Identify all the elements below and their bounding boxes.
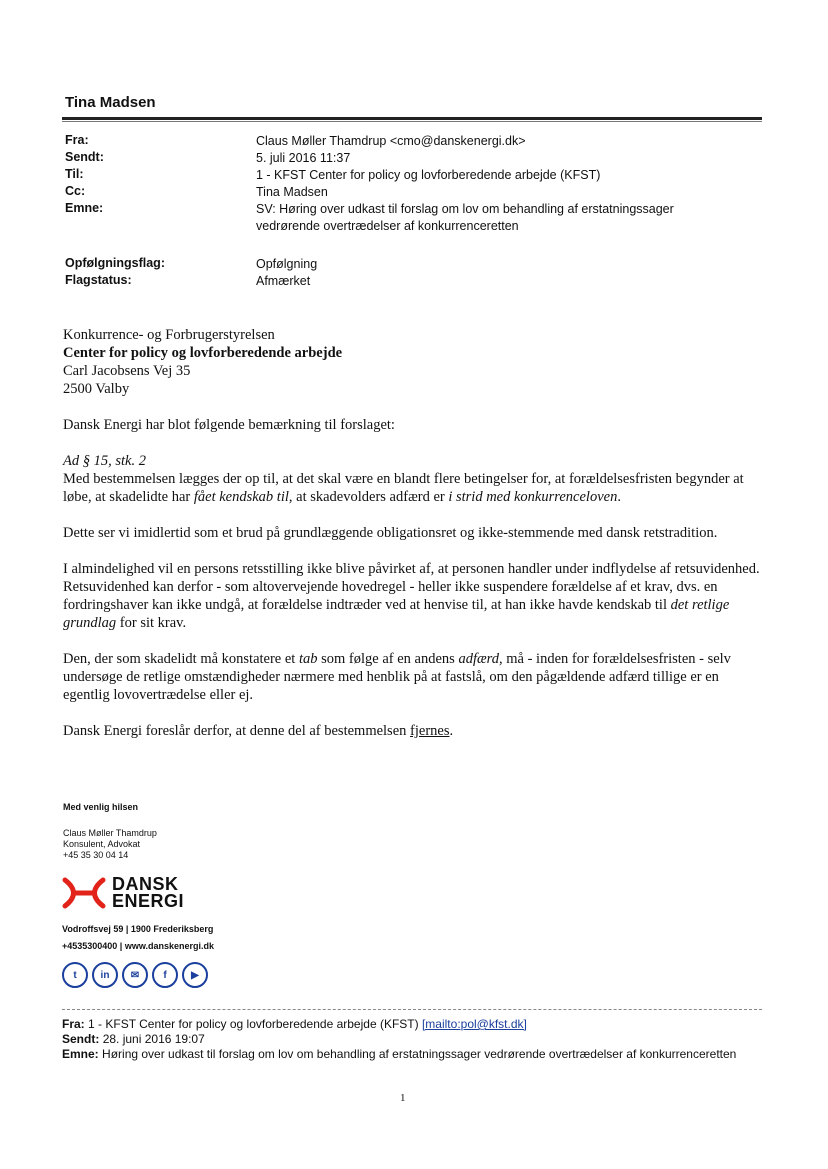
- fwd-from-value: 1 - KFST Center for policy og lovforberedende arbejde (KFST): [88, 1017, 419, 1031]
- company-contact[interactable]: +4535300400 | www.danskenergi.dk: [62, 941, 215, 951]
- paragraph-5: Dansk Energi foreslår derfor, at denne del af bestemmelsen fjernes.: [63, 723, 454, 739]
- to-label: Til:: [65, 167, 84, 181]
- header-rule-thin: [62, 121, 762, 122]
- fwd-mailto-link[interactable]: [mailto:pol@kfst.dk]: [421, 1017, 527, 1031]
- paragraph-2: Dette ser vi imidlertid som et brud på grundlæggende obligationsret og ikke-stemmende med dansk retstradition.: [63, 525, 718, 541]
- page-number: 1: [400, 1092, 406, 1104]
- recipient-line-2: Center for policy og lovforberedende arbejde: [63, 345, 343, 361]
- logo-mark-icon: [62, 876, 106, 910]
- flagstatus-value: Afmærket: [256, 274, 311, 288]
- section-heading: Ad § 15, stk. 2: [63, 453, 146, 469]
- email-icon[interactable]: ✉: [122, 962, 148, 988]
- letter-body: [63, 326, 763, 740]
- fwd-subject-label: Emne:: [62, 1047, 99, 1061]
- fwd-subject-value: Høring over udkast til forslag om lov om behandling af erstatningssager vedrørende overtrædelser af konkurrenceretten: [102, 1047, 737, 1061]
- linkedin-icon[interactable]: in: [92, 962, 118, 988]
- to-value: 1 - KFST Center for policy og lovforberedende arbejde (KFST): [256, 168, 601, 182]
- paragraph-4: Den, der som skadelidt må konstatere et tab som følge af en andens adfærd, må - inden for forældelsesfristen - selv undersøge de retlige omstændigheder nærmere med henblik på at fastslå, om den pågældende adfærd tillige er en egentlig lovovertrædelse eller ej.: [63, 651, 731, 703]
- fwd-subject-row: [62, 1047, 762, 1062]
- flagstatus-label: Flagstatus:: [65, 273, 132, 287]
- flag-label: Opfølgningsflag:: [65, 256, 165, 270]
- company-address-block: [62, 921, 214, 955]
- recipient-line-4: 2500 Valby: [63, 381, 130, 397]
- company-address: Vodroffsvej 59 | 1900 Frederiksberg: [62, 924, 214, 934]
- greeting: Med venlig hilsen: [63, 802, 139, 812]
- mailbox-owner: Tina Madsen: [65, 94, 156, 111]
- forwarded-header: [62, 1017, 762, 1062]
- recipient-line-1: Konkurrence- og Forbrugerstyrelsen: [63, 327, 275, 343]
- recipient-line-3: Carl Jacobsens Vej 35: [63, 363, 191, 379]
- fwd-sent-label: Sendt:: [62, 1032, 100, 1046]
- signer-name: Claus Møller Thamdrup: [63, 828, 157, 838]
- youtube-icon[interactable]: ▶: [182, 962, 208, 988]
- sent-label: Sendt:: [65, 150, 104, 164]
- paragraph-1: Med bestemmelsen lægges der op til, at det skal være en blandt flere betingelser for, at forældelsesfristen begynder at løbe, at skadelidte har fået kendskab til, at skadevolders adfærd er i strid med konkurrenceloven.: [63, 471, 744, 505]
- twitter-icon[interactable]: t: [62, 962, 88, 988]
- subject-value: SV: Høring over udkast til forslag om lov om behandling af erstatningssager vedrørende overtrædelser af konkurrenceretten: [256, 202, 674, 233]
- facebook-icon[interactable]: f: [152, 962, 178, 988]
- sent-value: 5. juli 2016 11:37: [256, 151, 351, 165]
- signer-title: Konsulent, Advokat: [63, 839, 141, 849]
- fwd-from-row: [62, 1017, 762, 1032]
- flag-value: Opfølgning: [256, 257, 318, 271]
- fwd-from-label: Fra:: [62, 1017, 85, 1031]
- fwd-sent-value: 28. juni 2016 19:07: [102, 1032, 205, 1046]
- header-rule: [62, 117, 762, 120]
- from-value: Claus Møller Thamdrup <cmo@danskenergi.dk>: [256, 134, 526, 148]
- signature-block: [63, 802, 157, 861]
- cc-value: Tina Madsen: [256, 185, 328, 199]
- fwd-sent-row: [62, 1032, 762, 1047]
- signer-phone: +45 35 30 04 14: [63, 850, 129, 860]
- forward-separator: [62, 1009, 762, 1010]
- logo-word-2: ENERGI: [112, 891, 185, 911]
- dansk-energi-logo: [62, 876, 184, 910]
- from-label: Fra:: [65, 133, 89, 147]
- cc-label: Cc:: [65, 184, 86, 198]
- social-links: [62, 962, 208, 988]
- paragraph-3: I almindelighed vil en persons retsstilling ikke blive påvirket af, at personen handler under indflydelse af retsuvidenhed. Retsuvidenhed kan derfor - som altovervejende hovedregel - heller ikke suspendere forældelse af et krav, dvs. en fordringshaver kan ikke undgå, at forældelse indtræder ved at henvise til, at han ikke havde kendskab til det retlige grundlag for sit krav.: [63, 561, 760, 631]
- intro-paragraph: Dansk Energi har blot følgende bemærkning til forslaget:: [63, 417, 395, 433]
- logo-word-1: DANSK: [112, 874, 179, 894]
- subject-label: Emne:: [65, 201, 104, 215]
